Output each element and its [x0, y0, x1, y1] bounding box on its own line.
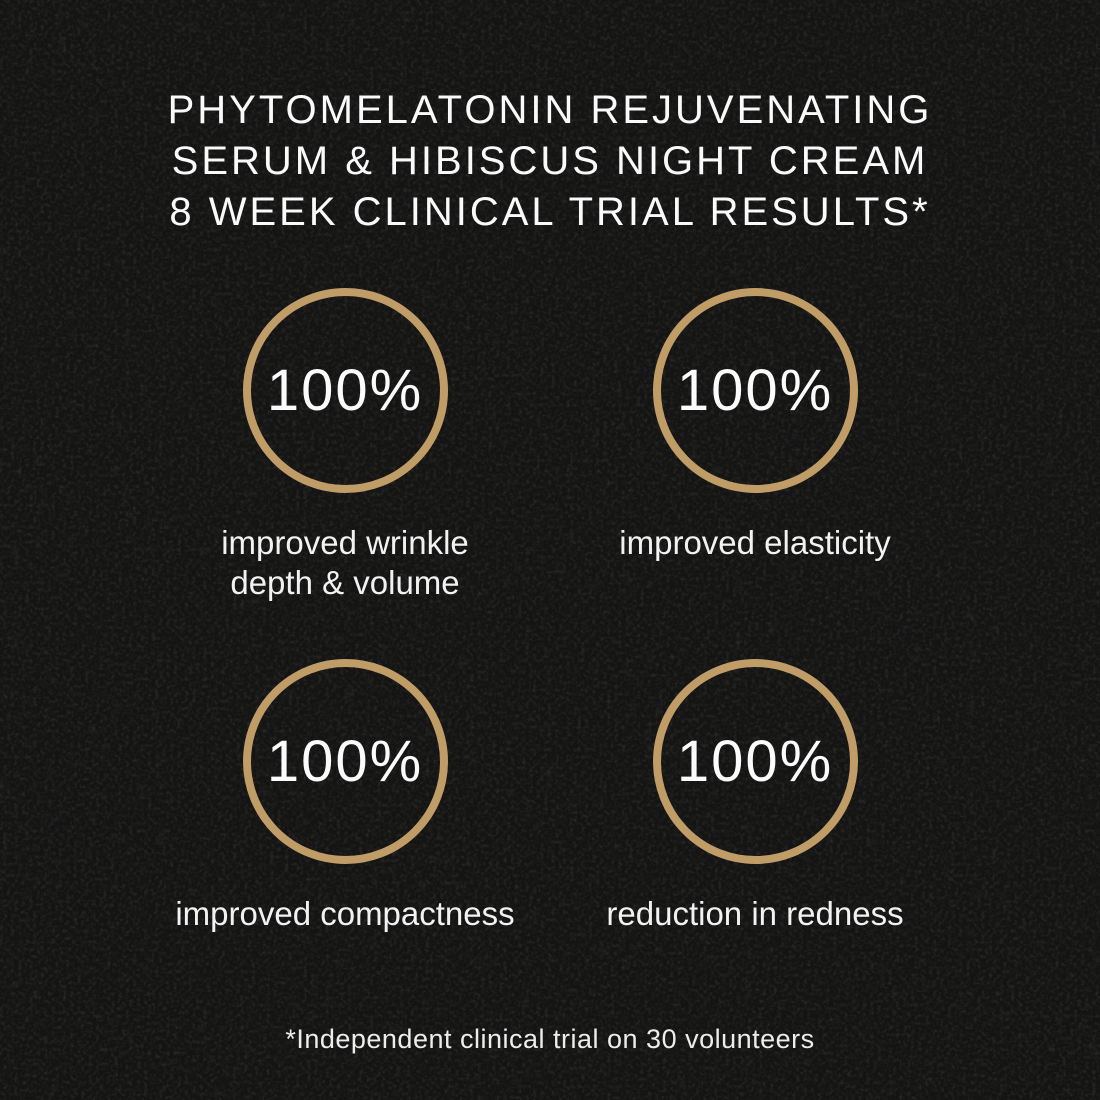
- title-line: 8 WEEK CLINICAL TRIAL RESULTS*: [169, 190, 931, 234]
- gold-ring: [243, 659, 448, 864]
- gold-ring: [653, 288, 858, 493]
- stat-label-line: improved wrinkle: [221, 524, 469, 561]
- gold-ring: [653, 659, 858, 864]
- stat-value: 100%: [266, 358, 424, 423]
- title-line: SERUM & HIBISCUS NIGHT CREAM: [171, 139, 929, 183]
- stat-label: [606, 894, 903, 934]
- stat-redness: [550, 659, 960, 934]
- stat-label-line: depth & volume: [230, 564, 460, 601]
- stat-value: 100%: [266, 729, 424, 794]
- title-line: PHYTOMELATONIN REJUVENATING: [167, 88, 933, 132]
- stat-label-line: improved elasticity: [619, 524, 891, 561]
- stat-value: 100%: [676, 729, 834, 794]
- page-title: [0, 85, 1100, 238]
- stat-label: [221, 523, 469, 603]
- stat-wrinkle-depth: [140, 288, 550, 603]
- stat-label: [619, 523, 890, 563]
- stat-compactness: [140, 659, 550, 934]
- stat-value: 100%: [676, 358, 834, 423]
- stat-elasticity: [550, 288, 960, 603]
- gold-ring: [243, 288, 448, 493]
- stats-grid: [140, 288, 960, 934]
- stat-label-line: reduction in redness: [606, 895, 904, 932]
- stat-label-line: improved compactness: [175, 895, 515, 932]
- footnote: *Independent clinical trial on 30 volunteers: [285, 1024, 815, 1054]
- stat-label: [175, 894, 514, 934]
